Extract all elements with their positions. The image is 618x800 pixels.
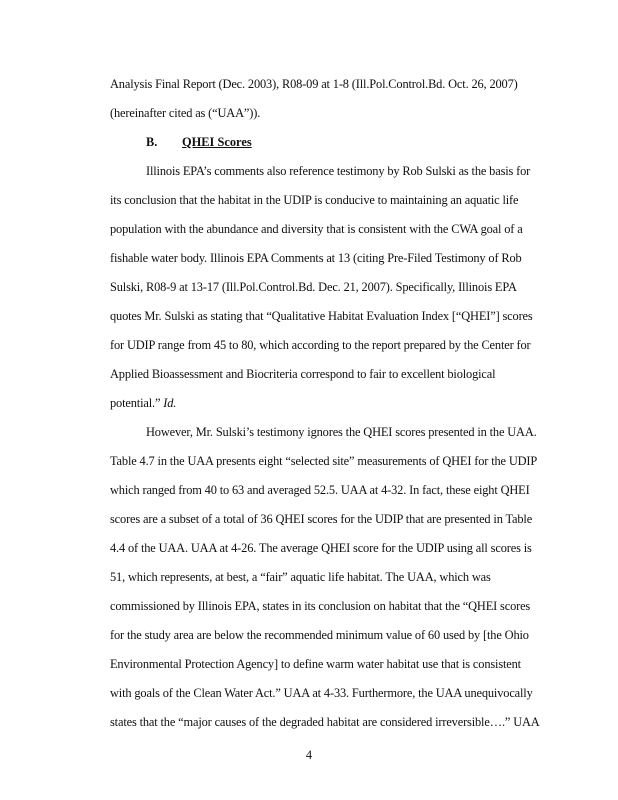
text-line — [110, 396, 176, 411]
text-line: population with the abundance and diversity that is consistent with the CWA goal of a — [110, 222, 523, 236]
text-line: (hereinafter cited as (“UAA”)). — [110, 106, 261, 120]
text-line: quotes Mr. Sulski as stating that “Qualitative Habitat Evaluation Index [“QHEI”] scores — [110, 309, 533, 323]
text-line: commissioned by Illinois EPA, states in its conclusion on habitat that the “QHEI scores — [110, 599, 531, 613]
text-line: scores are a subset of a total of 36 QHEI scores for the UDIP that are presented in Table — [110, 512, 533, 526]
text-span: potential.” — [110, 396, 164, 410]
text-line: with goals of the Clean Water Act.” UAA at 4-33. Furthermore, the UAA unequivocally — [110, 686, 533, 700]
text-line: Illinois EPA’s comments also reference testimony by Rob Sulski as the basis for — [146, 164, 531, 178]
page-number: 4 — [305, 748, 313, 762]
text-line: 4.4 of the UAA. UAA at 4-26. The average QHEI score for the UDIP using all scores is — [110, 541, 532, 555]
text-line: However, Mr. Sulski’s testimony ignores the QHEI scores presented in the UAA. — [146, 425, 537, 439]
text-line: for UDIP range from 45 to 80, which according to the report prepared by the Center for — [110, 338, 531, 352]
text-line: which ranged from 40 to 63 and averaged 52.5. UAA at 4-32. In fact, these eight QHEI — [110, 483, 530, 497]
text-line: Table 4.7 in the UAA presents eight “selected site” measurements of QHEI for the UDIP — [110, 454, 538, 468]
citation-id: Id. — [163, 396, 177, 410]
text-line: for the study area are below the recommended minimum value of 60 used by [the Ohio — [110, 628, 529, 642]
text-line: Sulski, R08-9 at 13-17 (Ill.Pol.Control.Bd. Dec. 21, 2007). Specifically, Illinois EPA — [110, 280, 517, 294]
text-line: Environmental Protection Agency] to define warm water habitat use that is consistent — [110, 657, 521, 671]
section-label: B. — [146, 135, 158, 149]
text-line: its conclusion that the habitat in the UDIP is conducive to maintaining an aquatic life — [110, 193, 519, 207]
text-line: Analysis Final Report (Dec. 2003), R08-09 at 1-8 (Ill.Pol.Control.Bd. Oct. 26, 2007) — [110, 77, 518, 91]
text-line: Applied Bioassessment and Biocriteria correspond to fair to excellent biological — [110, 367, 496, 381]
text-line: states that the “major causes of the degraded habitat are considered irreversible….” UAA — [110, 715, 540, 729]
text-line: fishable water body. Illinois EPA Comments at 13 (citing Pre-Filed Testimony of Rob — [110, 251, 522, 265]
section-title: QHEI Scores — [182, 135, 252, 149]
text-line: 51, which represents, at best, a “fair” aquatic life habitat. The UAA, which was — [110, 570, 491, 584]
